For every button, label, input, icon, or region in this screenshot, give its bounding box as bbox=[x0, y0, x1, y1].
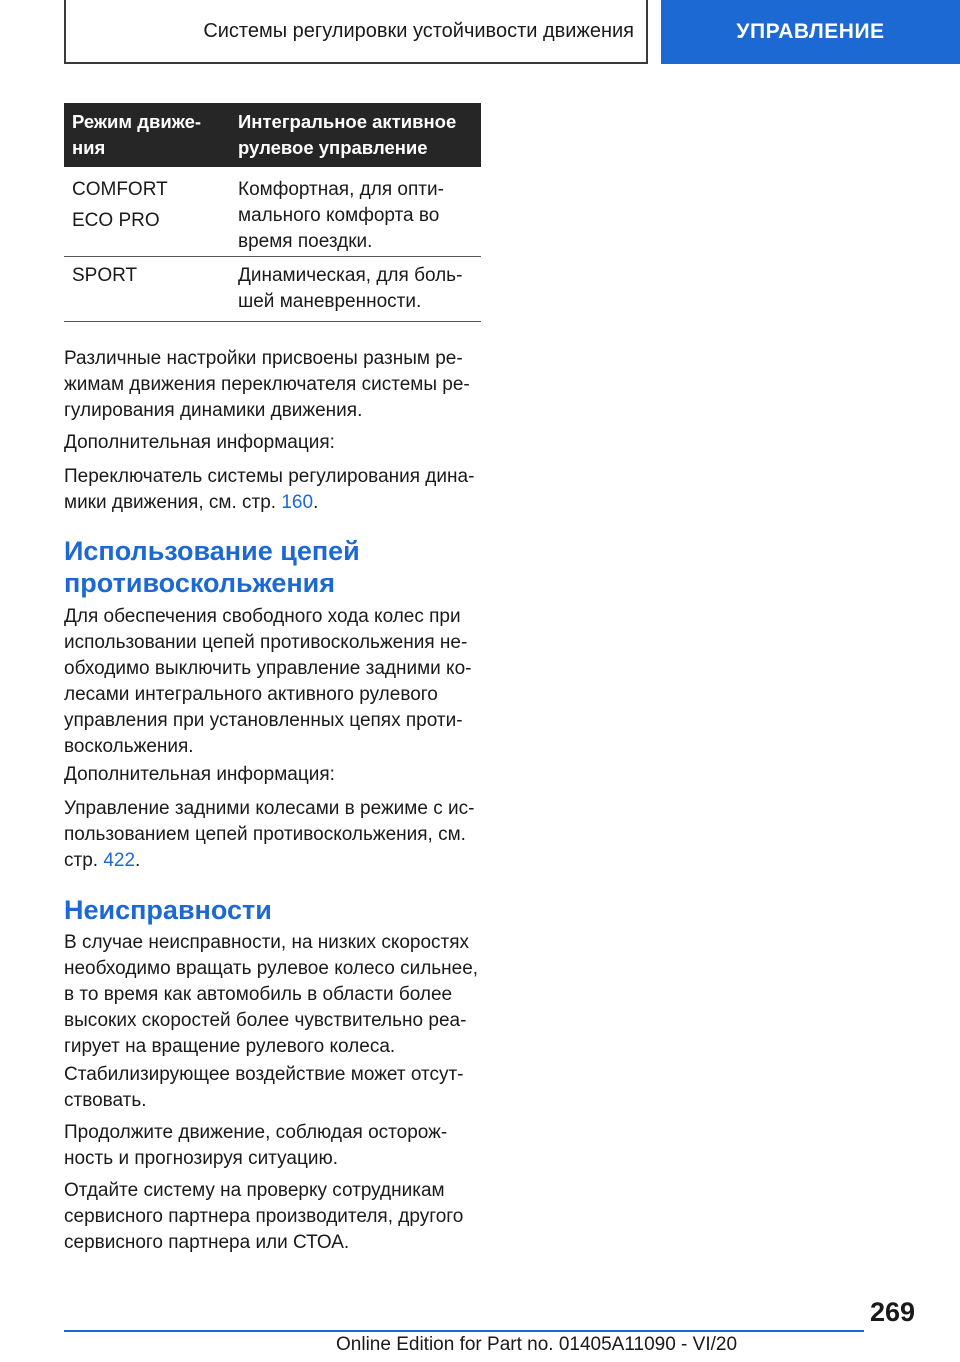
table-cell-modes bbox=[64, 263, 232, 321]
footer-divider bbox=[64, 1330, 864, 1332]
mode-label: COMFORT bbox=[72, 179, 168, 200]
paragraph: Продолжите движение, соблюдая осторож- ность и прогнозируя ситуацию. bbox=[64, 1122, 448, 1169]
section-heading-malfunctions: Неисправности bbox=[64, 895, 272, 925]
table-cell-description: Динамическая, для боль- шей маневренности. bbox=[238, 265, 463, 312]
drive-mode-table bbox=[64, 103, 481, 322]
paragraph: Управление задними колесами в режиме с ис- пользованием цепей противоскольжения, см. стр. 422. bbox=[64, 798, 475, 871]
page-link-160[interactable]: 160 bbox=[281, 492, 314, 513]
table-header-mode: Режим движе- ния bbox=[72, 111, 202, 158]
section-title: Системы регулировки устойчивости движения bbox=[203, 19, 634, 42]
chapter-tab-label: УПРАВЛЕНИЕ bbox=[736, 20, 885, 43]
page-link-422[interactable]: 422 bbox=[103, 850, 136, 871]
paragraph: Различные настройки присвоены разным ре- жимам движения переключателя системы ре- гулирования динамики движения. bbox=[64, 348, 470, 421]
section-header bbox=[64, 0, 648, 64]
section-heading-snow-chains: Использование цепей противоскольжения bbox=[64, 536, 360, 598]
paragraph: Дополнительная информация: bbox=[64, 432, 335, 453]
table-header-steering: Интегральное активное рулевое управление bbox=[238, 111, 457, 158]
table-header bbox=[64, 103, 481, 167]
table-row bbox=[64, 257, 481, 322]
paragraph: Отдайте систему на проверку сотрудникам сервисного партнера производителя, другого сервисного партнера или СТОА. bbox=[64, 1180, 464, 1253]
footer-edition: Online Edition for Part no. 01405A11090 - VI/20 bbox=[336, 1334, 738, 1355]
paragraph: Для обеспечения свободного хода колес при использовании цепей противоскольжения не- обходимо выключить управление задними ко- лесами интегрального активного рулевого управления при установленных цепях проти- воскольжения. bbox=[64, 606, 472, 757]
mode-label: SPORT bbox=[72, 265, 138, 286]
table-cell-description: Комфортная, для опти- мального комфорта во время поездки. bbox=[238, 179, 444, 252]
paragraph: Стабилизирующее воздействие может отсут- ствовать. bbox=[64, 1064, 464, 1111]
paragraph: Переключатель системы регулирования дина- мики движения, см. стр. 160. bbox=[64, 466, 475, 513]
paragraph: Дополнительная информация: bbox=[64, 764, 335, 785]
paragraph: В случае неисправности, на низких скоростях необходимо вращать рулевое колесо сильнее, в то время как автомобиль в области более высоких скоростей более чувствительно реа- гирует на вращение рулевого колеса. bbox=[64, 932, 479, 1057]
chapter-tab[interactable] bbox=[661, 0, 960, 64]
table-cell-modes bbox=[64, 177, 232, 256]
mode-label: ECO PRO bbox=[72, 210, 160, 231]
page-number: 269 bbox=[870, 1297, 916, 1327]
table-row bbox=[64, 167, 481, 257]
